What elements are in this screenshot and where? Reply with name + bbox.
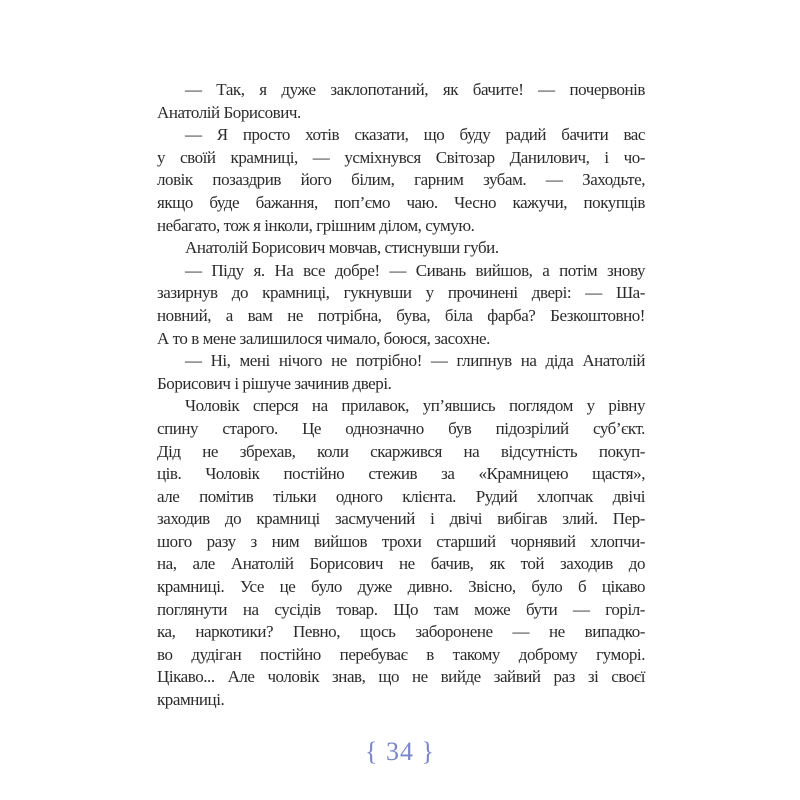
text-line: ловік позаздрив його білим, гарним зубам. — Заходьте,	[157, 170, 645, 190]
text-line: зазирнув до крамниці, гукнувши у прочинені двері: — Ша-	[157, 283, 645, 303]
text-line: Борисович і рішуче зачинив двері.	[157, 373, 392, 393]
text-line: ка, наркотики? Певно, щось заборонене — не випадко-	[157, 622, 645, 642]
text-line: Цікаво... Але чоловік знав, що не вийде зайвий раз зі своєї	[157, 667, 645, 687]
text-line: ців. Чоловік постійно стежив за «Крамницею щастя»,	[157, 464, 645, 484]
text-line: Дід не збрехав, коли скаржився на відсутність покуп-	[157, 441, 645, 461]
text-line: небагато, тож я інколи, грішним ділом, сумую.	[157, 215, 475, 235]
body-text	[157, 79, 645, 712]
text-line: спину старого. Це однозначно був підозрілий суб’єкт.	[157, 418, 645, 438]
text-line: у своїй крамниці, — усміхнувся Світозар Данилович, і чо-	[157, 147, 645, 167]
text-line: Анатолій Борисович.	[157, 102, 301, 122]
text-line: во дудіган постійно перебуває в такому доброму гуморі.	[157, 644, 645, 664]
text-line: Чоловік сперся на прилавок, уп’явшись поглядом у рівну	[185, 396, 645, 416]
text-line: — Так, я дуже заклопотаний, як бачите! — почервонів	[185, 80, 645, 99]
text-line: поглянути на сусідів товар. Що там може бути — горіл-	[157, 599, 645, 619]
text-line: шого разу з ним вийшов трохи старший чорнявий хлопчи-	[157, 531, 645, 551]
text-line: — Я просто хотів сказати, що буду радий бачити вас	[185, 125, 645, 145]
text-line: Анатолій Борисович мовчав, стиснувши губи.	[185, 238, 499, 258]
text-line: на, але Анатолій Борисович не бачив, як той заходив до	[157, 554, 645, 574]
text-line: якщо буде бажання, поп’ємо чаю. Чесно кажучи, покупців	[157, 192, 645, 212]
text-line: новний, а вам не потрібна, бува, біла фарба? Безкоштовно!	[157, 305, 645, 325]
text-line: крамниці. Усе це було дуже дивно. Звісно, було б цікаво	[157, 577, 645, 597]
text-line: заходив до крамниці засмучений і двічі вибігав злий. Пер-	[157, 509, 645, 529]
text-line: крамниці.	[157, 690, 225, 710]
text-line: — Ні, мені нічого не потрібно! — глипнув на діда Анатолій	[185, 351, 645, 371]
text-line: — Піду я. На все добре! — Сивань вийшов, а потім знову	[185, 260, 645, 280]
text-line: А то в мене залишилося чимало, боюся, засохне.	[157, 328, 490, 348]
page-number: { 34 }	[365, 737, 435, 766]
text-line: але помітив тільки одного клієнта. Рудий хлопчак двічі	[157, 486, 645, 506]
